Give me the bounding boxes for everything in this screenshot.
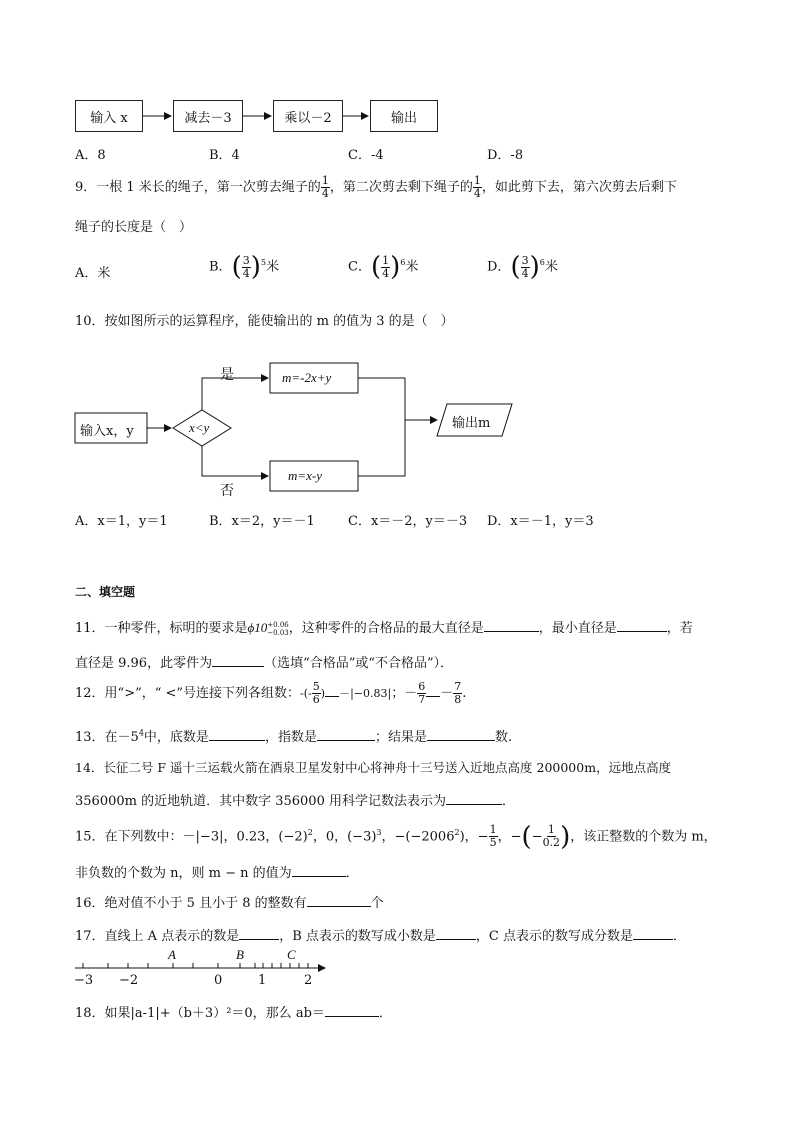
q9-d-label: D． [487, 259, 511, 275]
section-title: 二、填空题 [75, 585, 136, 599]
q15-comma-1: ， [381, 829, 395, 845]
q15-text-a: 15．在下列数中： [75, 829, 183, 845]
q15-text-l2b: ． [345, 866, 359, 881]
q12-end: . [462, 686, 467, 701]
q15-exp-2006: 2 [454, 828, 460, 837]
q9-c-num: 1 [382, 253, 390, 267]
q15-frac-den: 5 [489, 836, 497, 850]
q11-tol-down: −0.03 [267, 628, 289, 637]
q12-e3-num: 7 [454, 680, 462, 693]
q9-text-c: ，如此剪下去，第六次剪去后剩下 [481, 180, 677, 195]
q14-line2 [75, 790, 515, 809]
q14-blank[interactable] [446, 792, 502, 805]
q15-item-abs: －|−3|，0.23， [182, 829, 279, 845]
q14-text-b: ． [501, 794, 515, 809]
q15-exp-2: 2 [307, 828, 313, 837]
q9-b-den: 4 [242, 266, 250, 280]
q13-blank-base[interactable] [209, 728, 265, 741]
q8-option-d: D．-8 [487, 148, 524, 163]
q15-frac2-den: 0.2 [542, 836, 561, 850]
point-c-label: C [287, 947, 296, 962]
q13-line [75, 726, 512, 745]
q9-option-a: A．米 [75, 266, 111, 281]
q18-blank[interactable] [325, 1004, 379, 1017]
q9-c-den: 4 [382, 266, 390, 280]
q8-option-b: B．4 [209, 148, 240, 163]
q12-e1-den: 6 [312, 693, 320, 706]
q11-line1 [75, 617, 693, 637]
q14-line1: 14．长征二号 F 遥十三运载火箭在酒泉卫星发射中心将神舟十三号送入近地点高度 200000m，远地点高度 [75, 760, 672, 775]
tick-label-neg3: −3 [74, 973, 94, 988]
q9-b-exp: 5 [260, 258, 266, 268]
q12-minus-1: － [404, 686, 418, 701]
flowchart1-arrows [0, 0, 794, 160]
q11-blank-min[interactable] [617, 619, 667, 632]
q16-text-a: 16．绝对值不小于 5 且小于 8 的整数有 [75, 896, 307, 911]
flow2-input-label: 输入x，y [80, 424, 134, 439]
q10-option-b: B．x＝2，y＝－1 [209, 514, 315, 529]
q11-text-a: 11．一种零件，标明的要求是 [75, 621, 248, 636]
q9-text-b: ，第二次剪去剩下绳子的 [329, 180, 473, 195]
flow-input-label: 输入 x [90, 110, 128, 126]
q9-b-label: B． [209, 259, 232, 275]
q9-d-exp: 6 [539, 258, 545, 268]
q18-text-b: ． [378, 1006, 392, 1021]
q15-comma-3: ， [497, 829, 511, 845]
q13-text-b: 中，底数是 [143, 730, 209, 745]
q10-option-c: C．x＝－2，y＝－3 [348, 514, 468, 529]
q9-text-a: 9．一根 1 米长的绳子，第一次剪去绳子的 [75, 180, 321, 195]
flow2-no-label: 否 [220, 483, 234, 499]
q11-tol-up: +0.06 [267, 620, 289, 629]
flow-multiply-label: 乘以－2 [284, 110, 332, 126]
q11-text-b: ，这种零件的合格品的最大直径是 [288, 621, 484, 636]
point-a-label: A [168, 947, 176, 962]
q15-close-2006: ) [459, 829, 465, 845]
q9-frac2-den: 4 [473, 187, 481, 200]
q12-line [75, 680, 466, 708]
q11-line2 [75, 652, 453, 671]
q15-line2 [75, 862, 359, 881]
q18-line [75, 1002, 392, 1021]
q9-frac1-num: 1 [321, 174, 329, 187]
q17-text-c: ，C 点表示的数写成分数是 [475, 929, 633, 944]
q15-exp-3: 3 [376, 828, 382, 837]
q11-text-l2b: （选填“合格品”或“不合格品”）． [264, 656, 454, 671]
q15-comma-2: ， [464, 829, 478, 845]
q11-blank-quality[interactable] [212, 654, 264, 667]
q12-separator: ； [391, 686, 405, 701]
q13-blank-result[interactable] [427, 728, 495, 741]
q16-line [75, 892, 384, 911]
q9-c-label: C． [348, 259, 371, 275]
q13-text-a: 13．在 [75, 730, 118, 745]
q17-text-a: 17．直线上 A 点表示的数是 [75, 929, 240, 944]
q12-text-a: 12．用“>”，“ <”号连接下列各组数： [75, 686, 301, 701]
tick-label-1: 1 [258, 973, 267, 988]
q15-item-neg3: (−3) [347, 829, 377, 845]
q11-text-l2a: 直径是 9.96，此零件为 [75, 656, 213, 671]
q9-line2: 绳子的长度是（ ） [75, 220, 193, 235]
q15-frac-num: 1 [489, 823, 497, 837]
q15-inner-minus: − [531, 829, 543, 845]
q15-item-neg2: (−2) [278, 829, 308, 845]
q15-tail: ，该正整数的个数为 m， [570, 829, 717, 845]
q13-expr: －5 [117, 730, 139, 745]
q16-blank[interactable] [307, 894, 371, 907]
q10-option-a: A．x＝1，y＝1 [75, 514, 168, 529]
q13-exp: 4 [138, 728, 144, 738]
q12-blank-2[interactable] [426, 684, 440, 697]
q9-frac1-den: 4 [321, 187, 329, 200]
q12-e1-num: 5 [312, 680, 320, 693]
flow2-bottom-label: m=x-y [288, 468, 323, 483]
q9-option-d: D．( $\frac{3}{4}$ )$^6$米 [487, 252, 558, 282]
q12-e2-num: 6 [418, 680, 426, 693]
q15-text-l2a: 非负数的个数为 n，则 m − n 的值为 [75, 866, 292, 881]
q9-frac2-num: 1 [473, 174, 481, 187]
q10-option-d: D．x＝－1，y＝3 [487, 514, 594, 529]
q17-blank-a[interactable] [239, 927, 279, 940]
q8-option-a: A．8 [75, 148, 106, 163]
q9-option-b: B．( $\frac{3}{4}$ )$^5$米 [209, 252, 279, 282]
q12-expr1-close: ) [320, 687, 326, 700]
q16-text-b: 个 [370, 896, 384, 911]
q8-option-c: C．-4 [348, 148, 384, 163]
q12-expr1-open: -(- [300, 687, 312, 700]
q17-blank-c[interactable] [633, 927, 673, 940]
q12-blank-1[interactable] [325, 684, 339, 697]
tick-label-neg2: −2 [119, 973, 139, 988]
tick-label-2: 2 [304, 973, 313, 988]
q15-item-2006: −(−2006 [394, 829, 455, 845]
q15-blank[interactable] [292, 864, 346, 877]
q9-line1 [75, 174, 677, 202]
q10-question: 10．按如图所示的运算程序，能使输出的 m 的值为 3 的是（ ） [75, 314, 454, 329]
flow2-top-label: m=-2x+y [282, 370, 332, 385]
q13-blank-exponent[interactable] [317, 728, 375, 741]
q17-blank-b[interactable] [436, 927, 476, 940]
q13-text-c: ，指数是 [264, 730, 317, 745]
q17-text-b: ，B 点表示的数写成小数是 [279, 929, 436, 944]
q15-minus-paren: − [510, 829, 522, 845]
q9-b-num: 3 [242, 253, 250, 267]
point-b-label: B [236, 947, 244, 962]
q12-expr1-abs: －|−0.83| [339, 687, 392, 700]
q9-fraction-2 [473, 175, 482, 200]
q18-text-a: 18．如果|a-1|+（b＋3）²＝0，那么 ab＝ [75, 1006, 325, 1021]
q15-frac2-num: 1 [547, 823, 555, 837]
q9-c-exp: 6 [400, 258, 406, 268]
q9-d-den: 4 [521, 266, 529, 280]
q12-e2-den: 7 [418, 693, 426, 706]
q17-text-d: ． [672, 929, 686, 944]
flow2-output-label: 输出m [452, 416, 491, 431]
q11-phi: ϕ10 [247, 620, 268, 635]
q11-blank-max[interactable] [484, 619, 539, 632]
flow-subtract-label: 减去－3 [184, 110, 232, 126]
q17-line [75, 925, 686, 944]
q14-text-a: 356000m 的近地轨道．其中数字 356000 用科学记数法表示为 [75, 794, 446, 809]
q13-text-d: ；结果是 [374, 730, 427, 745]
q11-text-d: ，若 [666, 621, 693, 636]
q12-e3-den: 8 [454, 693, 462, 706]
q9-fraction-1 [321, 175, 330, 200]
q9-c-unit: 米 [405, 259, 419, 275]
q12-minus-2: － [440, 686, 454, 701]
tick-label-0: 0 [214, 973, 223, 988]
q9-option-c: C．( $\frac{1}{4}$ )$^6$米 [348, 252, 419, 282]
q15-minus-frac: − [477, 829, 489, 845]
q9-d-unit: 米 [544, 259, 558, 275]
flow2-yes-label: 是 [220, 367, 234, 383]
q15-line1: 15．在下列数中：－|−3|，0.23，$(-2)^2$，0，$(-3)^3$，$-(-2006^2)$，− $\frac{1}{5}$ ，−(− $\frac{1}{0.2}$ )，该正整数的个数为 m， [75, 821, 717, 852]
flow2-condition-label: x<y [189, 420, 210, 435]
q9-d-num: 3 [521, 253, 529, 267]
q13-text-e: 数. [494, 730, 513, 745]
q11-text-c: ，最小直径是 [538, 621, 617, 636]
q9-b-unit: 米 [265, 259, 279, 275]
q15-item-zero: ，0， [312, 829, 348, 845]
flow-output-label: 输出 [390, 110, 417, 126]
